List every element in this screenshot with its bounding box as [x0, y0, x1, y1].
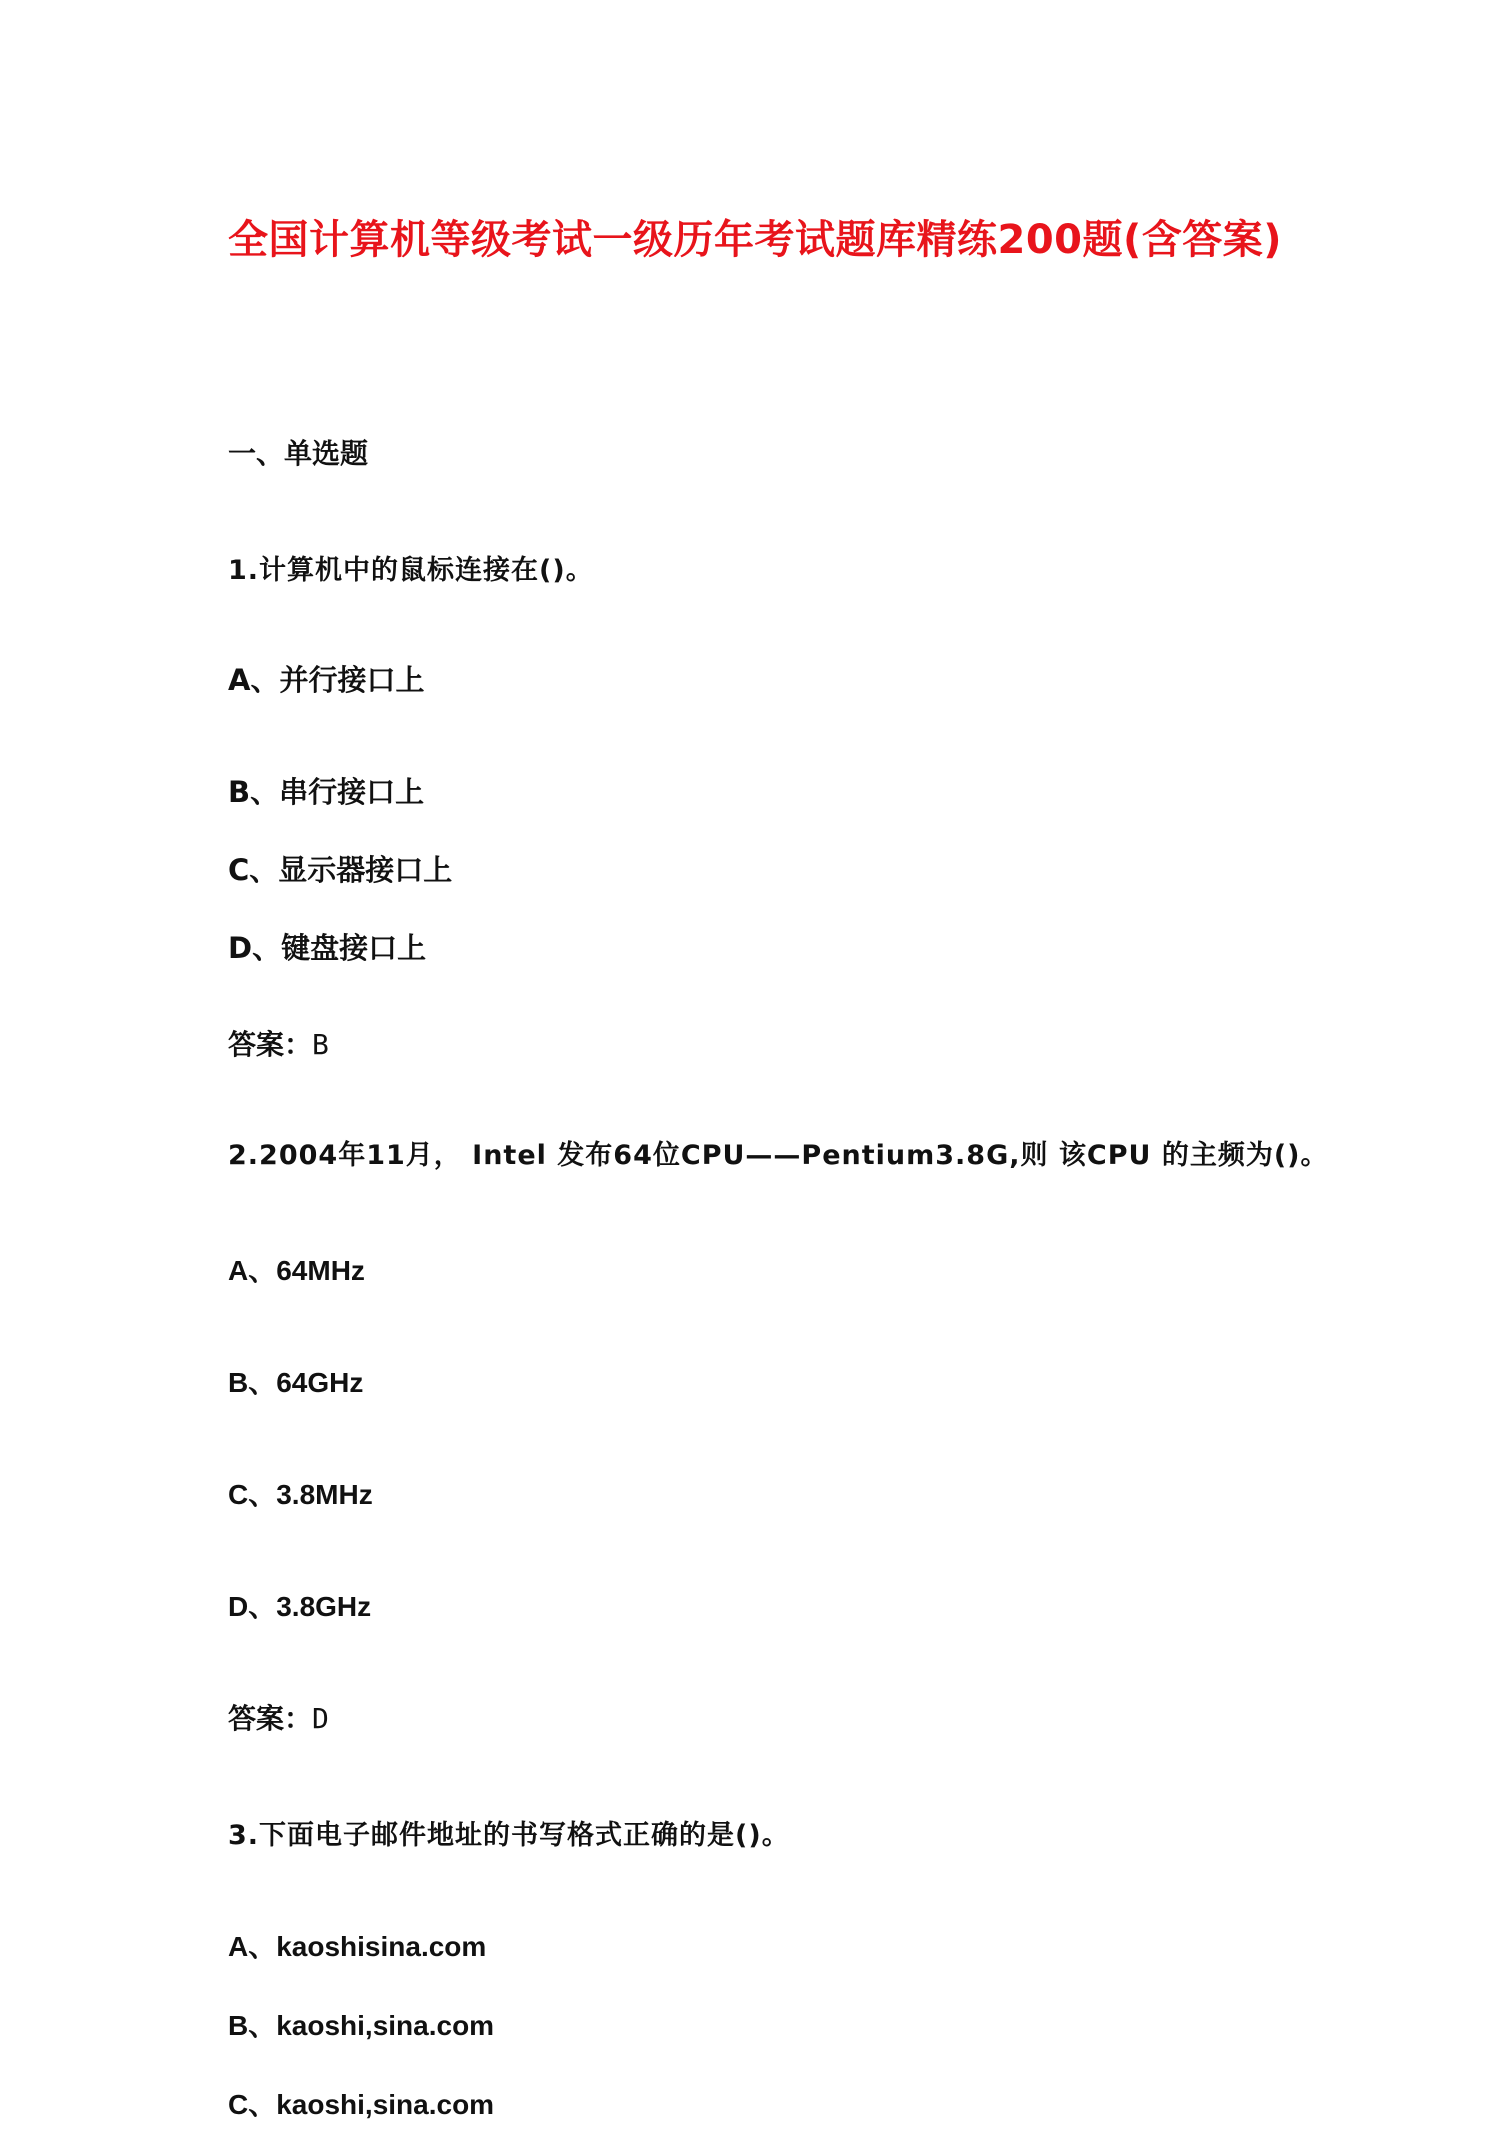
question-3-option-b: B、kaoshi,sina.com — [228, 2010, 495, 2041]
question-1-stem: 1.计算机中的鼠标连接在()。 — [228, 555, 594, 586]
question-1-answer — [228, 1023, 329, 1063]
question-2-stem: 2.2004年11月， Intel 发布64位CPU——Pentium3.8G,则 该CPU 的主频为()。 — [228, 1140, 1329, 1171]
document-title: 全国计算机等级考试一级历年考试题库精练200题(含答案) — [228, 217, 1283, 263]
answer-value: B — [312, 1028, 329, 1061]
question-1-option-d: D、键盘接口上 — [228, 931, 427, 965]
question-2-option-d: D、3.8GHz — [228, 1591, 372, 1622]
question-1-option-a: A、并行接口上 — [228, 663, 425, 697]
question-3-option-a: A、kaoshisina.com — [228, 1931, 487, 1962]
answer-value: D — [312, 1702, 329, 1735]
question-3-stem: 3.下面电子邮件地址的书写格式正确的是()。 — [228, 1820, 790, 1851]
question-2-option-c: C、3.8MHz — [228, 1479, 373, 1510]
answer-label: 答案： — [228, 1702, 313, 1735]
question-2-answer — [228, 1697, 329, 1737]
question-2-option-a: A、64MHz — [228, 1255, 365, 1286]
answer-label: 答案： — [228, 1028, 313, 1061]
question-1-option-c: C、显示器接口上 — [228, 853, 453, 887]
question-2-option-b: B、64GHz — [228, 1367, 364, 1398]
section-heading: 一、单选题 — [228, 437, 369, 470]
question-3-option-c: C、kaoshi,sina.com — [228, 2089, 495, 2120]
question-1-option-b: B、串行接口上 — [228, 775, 425, 809]
